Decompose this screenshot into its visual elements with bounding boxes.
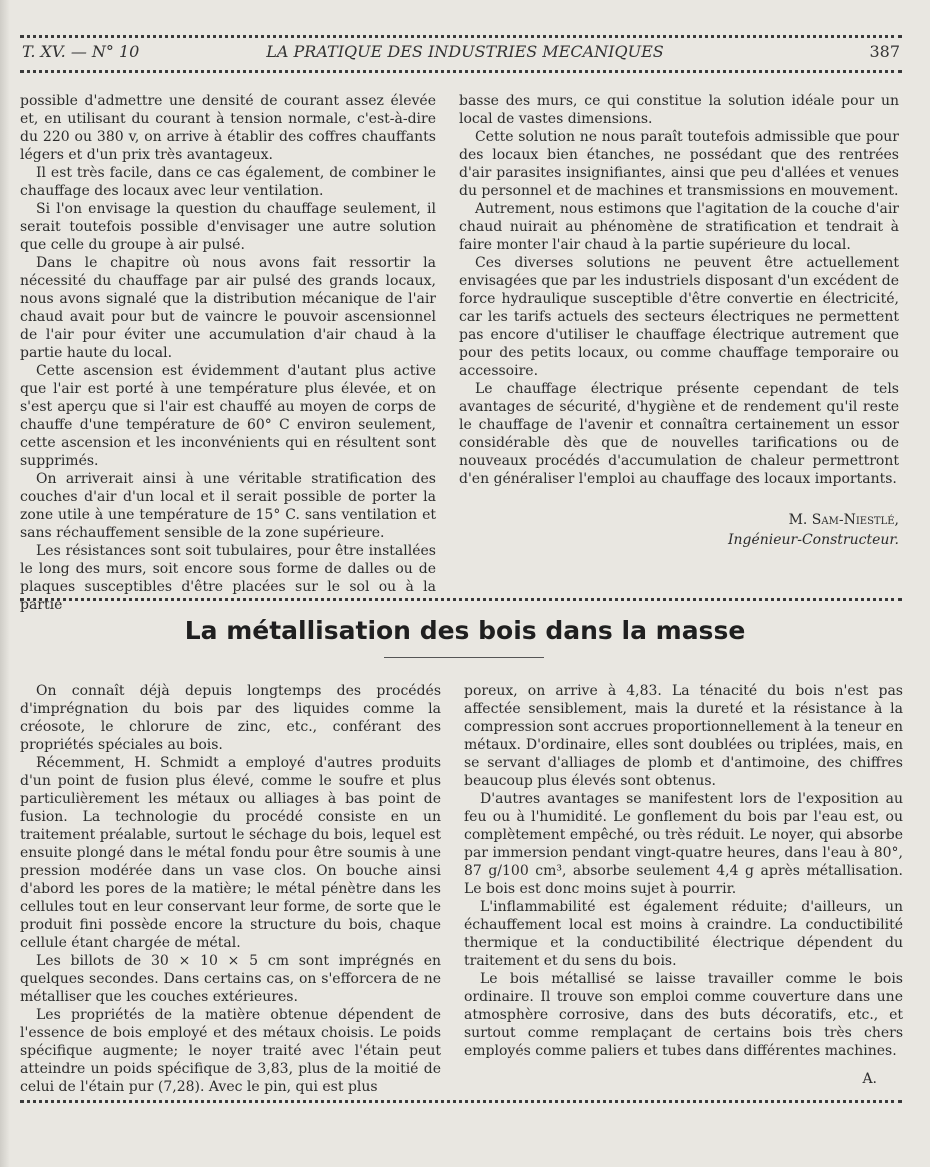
article-initial: A.: [862, 1071, 877, 1087]
paragraph: Autrement, nous estimons que l'agitation de la couche d'air chaud nuirait au phénomène de stratification et tendrait à faire monter l'air chaud à la partie supérieure du local.: [459, 201, 899, 253]
page-edge-shadow: [0, 0, 10, 1167]
article-title: La métallisation des bois dans la masse: [184, 616, 746, 645]
author-name: M. Sam-Niestlé,: [788, 512, 899, 528]
author-signature: [459, 510, 899, 550]
top-left-column: [20, 92, 436, 614]
header-dotted-rule: [20, 70, 902, 73]
author-role: Ingénieur-Constructeur.: [727, 532, 899, 548]
paragraph: Cette ascension est évidemment d'autant plus active que l'air est porté à une température plus élevée, et on s'est aperçu que si l'air est chauffé au moyen de corps de chauffe d'une température de 60° C environ seulement, cette ascension et les inconvénients qui en résultent sont supprimés.: [20, 363, 436, 469]
paragraph: Il est très facile, dans ce cas également, de combiner le chauffage des locaux avec leur ventilation.: [20, 165, 436, 199]
paragraph: On connaît déjà depuis longtemps des procédés d'imprégnation du bois par des liquides comme la créosote, le chlorure de zinc, etc., conférant des propriétés spéciales au bois.: [20, 683, 441, 753]
bottom-right-column: [464, 682, 903, 1088]
paragraph: Ces diverses solutions ne peuvent être actuellement envisagées que par les industriels disposant d'un excédent de force hydraulique susceptible d'être convertie en électricité, car les tarifs actuels des secteurs électriques ne permettent pas encore d'utiliser le chauffage électrique autrement que pour des petits locaux, ou comme chauffage temporaire ou accessoire.: [459, 255, 899, 379]
paragraph: basse des murs, ce qui constitue la solution idéale pour un local de vastes dimensions.: [459, 93, 899, 127]
paragraph: Les billots de 30 × 10 × 5 cm sont imprégnés en quelques secondes. Dans certains cas, on s'efforcera de ne métalliser que les couches extérieures.: [20, 953, 441, 1005]
paragraph: Si l'on envisage la question du chauffage seulement, il serait toutefois possible d'envisager une autre solution que celle du groupe à air pulsé.: [20, 201, 436, 253]
paragraph: possible d'admettre une densité de courant assez élevée et, en utilisant du courant à tension normale, c'est-à-dire du 220 ou 380 v, on arrive à établir des coffres chauffants légers et d'un prix très avantageux.: [20, 93, 436, 163]
paragraph: Dans le chapitre où nous avons fait ressortir la nécessité du chauffage par air pulsé des grands locaux, nous avons signalé que la distribution mécanique de l'air chaud avait pour but de vaincre le pouvoir ascensionnel de l'air pour éviter une accumulation d'air chaud à la partie haute du local.: [20, 255, 436, 361]
paragraph: Le bois métallisé se laisse travailler comme le bois ordinaire. Il trouve son emploi comme couverture dans une atmosphère corrosive, dans des buts décoratifs, etc., et surtout comme remplaçant de certains bois très chers employés comme paliers et tubes dans différentes machines.: [464, 971, 903, 1059]
bottom-left-column: [20, 682, 441, 1096]
paragraph: Les résistances sont soit tubulaires, pour être installées le long des murs, soit encore sous forme de dalles ou de plaques susceptibles d'être placées sur le sol ou à la partie: [20, 543, 436, 613]
paragraph: Cette solution ne nous paraît toutefois admissible que pour des locaux bien étanches, ne possédant que des rentrées d'air parasites insignifiantes, ainsi que peu d'allées et venues du personnel et de machines et transmissions en mouvement.: [459, 129, 899, 199]
top-dotted-rule: [20, 35, 902, 38]
issue-number: T. XV. — N° 10: [22, 42, 140, 61]
paragraph: poreux, on arrive à 4,83. La ténacité du bois n'est pas affectée sensiblement, mais la dureté et la résistance à la compression sont accrues proportionnellement à la teneur en métaux. D'ordinaire, elles sont doublées ou triplées, mais, en se servant d'alliages de plomb et d'antimoine, des chiffres beaucoup plus élevés sont obtenus.: [464, 683, 903, 789]
paragraph: L'inflammabilité est également réduite; d'ailleurs, un échauffement local est moins à craindre. La conductibilité thermique et la conductibilité électrique dépendent du traitement et du sens du bois.: [464, 899, 903, 969]
paragraph: D'autres avantages se manifestent lors de l'exposition au feu ou à l'humidité. Le gonflement du bois par l'eau est, ou complètement empêché, ou très réduit. Le noyer, qui absorbe par immersion pendant vingt-quatre heures, dans l'eau à 80°, 87 g/100 cm³, absorbe seulement 4,4 g après métallisation. Le bois est donc moins sujet à pourrir.: [464, 791, 903, 897]
bottom-dotted-rule: [20, 1100, 902, 1103]
section-dotted-rule: [20, 598, 902, 601]
top-right-column: [459, 92, 899, 550]
journal-title: LA PRATIQUE DES INDUSTRIES MECANIQUES: [266, 42, 664, 61]
paragraph: Le chauffage électrique présente cependant de tels avantages de sécurité, d'hygiène et de rendement qu'il reste le chauffage de l'avenir et connaîtra certainement un essor considérable dès que de nouvelles tarifications ou de nouveaux procédés d'accumulation de chaleur permettront d'en généraliser l'emploi au chauffage des locaux importants.: [459, 381, 899, 487]
title-underline: [384, 657, 544, 658]
paragraph: Récemment, H. Schmidt a employé d'autres produits d'un point de fusion plus élevé, comme le soufre et plus particulièrement les métaux ou alliages à bas point de fusion. La technologie du procédé consiste en un traitement préalable, surtout le séchage du bois, lequel est ensuite plongé dans le métal fondu pour être soumis à une pression modérée dans un vase clos. On bouche ainsi d'abord les pores de la matière; le métal pénètre dans les cellules tout en leur conservant leur forme, de sorte que le produit fini possède encore la structure du bois, chaque cellule étant chargée de métal.: [20, 755, 441, 951]
paragraph: Les propriétés de la matière obtenue dépendent de l'essence de bois employé et des métaux choisis. Le poids spécifique augmente; le noyer traité avec l'étain peut atteindre un poids spécifique de 3,83, plus de la moitié de celui de l'étain pur (7,28). Avec le pin, qui est plus: [20, 1007, 441, 1095]
paragraph: On arriverait ainsi à une véritable stratification des couches d'air d'un local et il serait possible de porter la zone utile à une température de 15° C. sans ventilation et sans réchauffement sensible de la zone supérieure.: [20, 471, 436, 541]
page-number: 387: [869, 42, 900, 61]
